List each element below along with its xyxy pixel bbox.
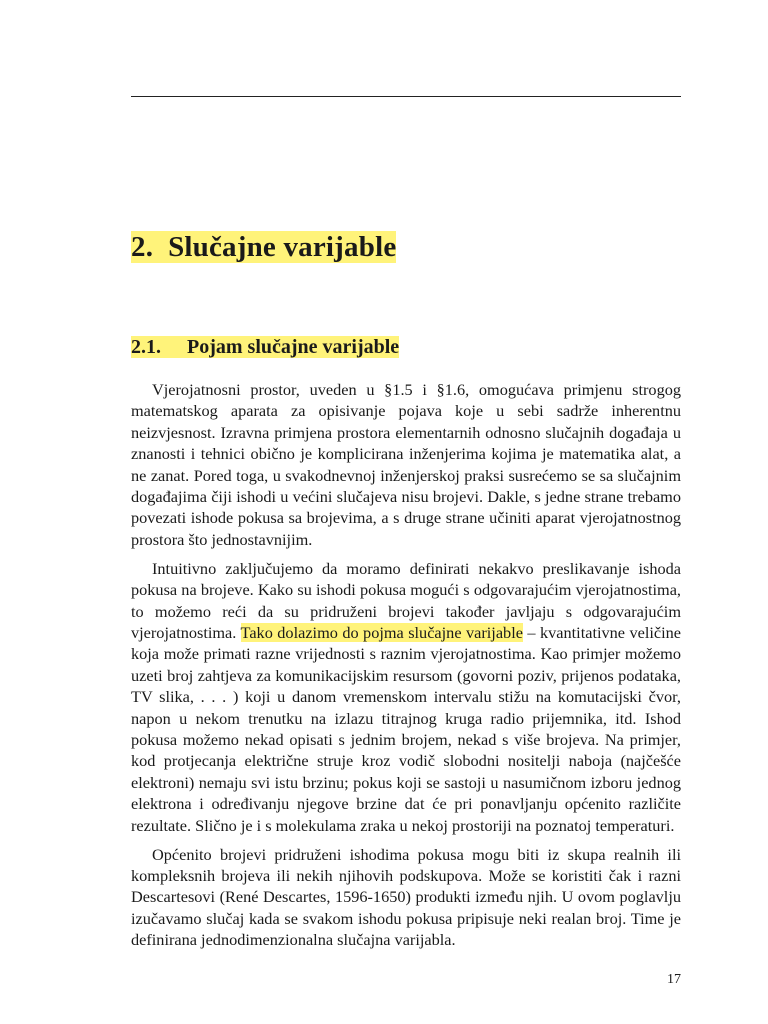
paragraph-2-part-2: – kvantitativne veličine koja može primati razne vrijednosti s raznim vjerojatnostima. Kao primjer možemo uzeti broj zahtjeva za komunikacijskim resursom (govorni poziv, prijenos podataka, TV slika, . . . ) koji u danom vremenskom intervalu stižu na komutacijski čvor, napon u nekom trenutku na izlazu titrajnog kruga radio prijemnika, itd. Ishod pokusa možemo nekad opisati s jednim brojem, nekad s više brojeva. Na primjer, kod protjecanja električne struje kroz vodič slobodni nositelji naboja (najčešće elektroni) nemaju svi istu brzinu; pokus koji se sastoji u nasumičnom izboru jednog elektrona i određivanju njegove brzine dat će pri ponavljanju općenito različite rezultate. Slično je i s molekulama zraka u nekoj prostoriji na poznatoj temperaturi. [131, 622, 681, 835]
chapter-number: 2. [131, 231, 154, 263]
paragraph-1: Vjerojatnosni prostor, uveden u §1.5 i §1.6, omogućava primjenu strogog matematskog aparata za opisivanje pojava koje u sebi sadrže inherentnu neizvjesnost. Izravna primjena prostora elementarnih odnosno slučajnih događaja u znanosti i tehnici obično je komplicirana inženjerima kojima je matematika alat, a ne zanat. Pored toga, u svakodnevnoj inženjerskoj praksi susrećemo se sa slučajnim događajima čiji ishodi u većini slučajeva nisu brojevi. Dakle, s jedne strane trebamo povezati ishode pokusa sa brojevima, a s druge strane učiniti aparat vjerojatnostnog prostora što jednostavnijim. [131, 380, 681, 549]
highlighted-definition: Tako dolazimo do pojma slučajne varijable [240, 622, 523, 642]
section-number: 2.1. [131, 336, 161, 358]
body-text [131, 379, 681, 958]
paragraph-2-part-1: Intuitivno zaključujemo da moramo definirati nekakvo preslikavanje ishoda pokusa na brojeve. Kako su ishodi pokusa mogući s odgovarajućim vjerojatnostima, to možemo reći da su pridruženi brojevi također javljaju s odgovarajućim vjerojatnostima. [131, 558, 681, 642]
paragraph-3: Općenito brojevi pridruženi ishodima pokusa mogu biti iz skupa realnih ili kompleksnih brojeva ili nekih njihovih podskupova. Može se koristiti čak i razni Descartesovi (René Descartes, 1596-1650) produkti između njih. U ovom poglavlju izučavamo slučaj kada se svakom ishodu pokusa pripisuje neki realan broj. Time je definirana jednodimenzionalna slučajna varijabla. [131, 844, 681, 950]
header-rule [131, 96, 681, 97]
chapter-title [131, 228, 396, 266]
paragraph-2 [131, 558, 681, 836]
chapter-title-text: Slučajne varijable [168, 231, 397, 263]
section-title-highlight [131, 336, 399, 358]
section-title-text: Pojam slučajne varijable [187, 336, 400, 358]
section-title [131, 333, 399, 361]
chapter-title-highlight [131, 231, 396, 263]
page-number: 17 [667, 972, 681, 987]
